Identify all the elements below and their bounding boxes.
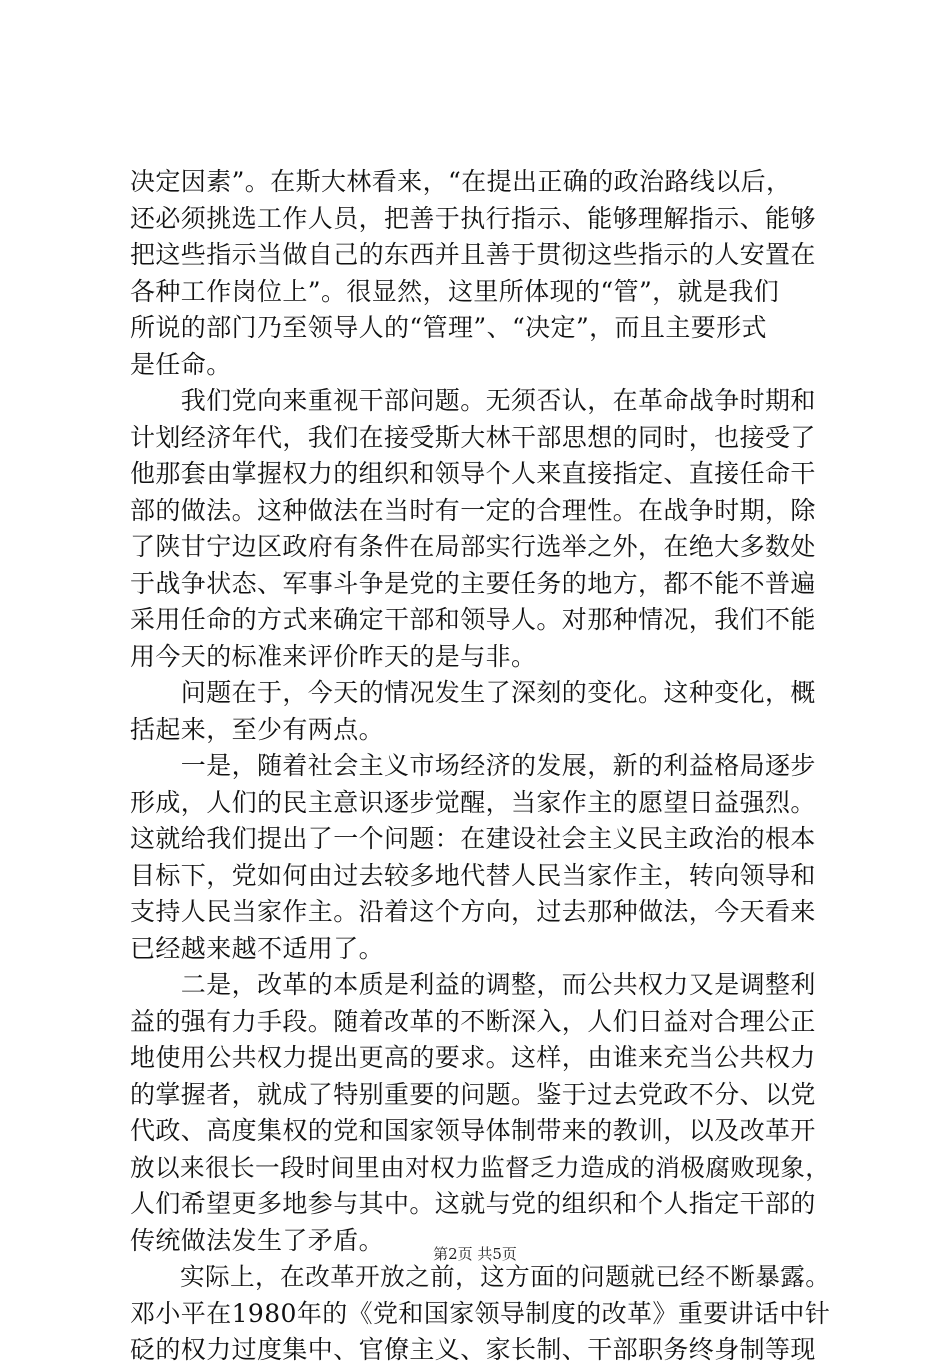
text-line: 计划经济年代，我们在接受斯大林干部思想的同时，也接受了 [130,422,816,452]
text-line: 他那套由掌握权力的组织和领导个人来直接指定、直接任命干 [130,459,816,488]
text-line: 所说的部门乃至领导人的“管理”、“决定”，而且主要形式 [130,313,767,342]
text-line: 形成，人们的民主意识逐步觉醒，当家作主的愿望日益强烈。 [130,787,816,817]
text-line: 还必须挑选工作人员，把善于执行指示、能够理解指示、能够 [130,203,816,233]
text-line: 支持人民当家作主。沿着这个方向，过去那种做法，今天看来 [130,897,816,926]
text-line: 已经越来越不适用了。 [130,933,385,963]
text-line: 的掌握者，就成了特别重要的问题。鉴于过去党政不分、以党 [130,1079,816,1109]
text-line: 于战争状态、军事斗争是党的主要任务的地方，都不能不普遍 [130,568,816,598]
text-line: 问题在于，今天的情况发生了深刻的变化。这种变化，概 [130,678,816,707]
text-line: 地使用公共权力提出更高的要求。这样，由谁来充当公共权力 [130,1043,816,1072]
text-line: 代政、高度集权的党和国家领导体制带来的教训，以及改革开 [130,1116,816,1145]
text-line: 括起来，至少有两点。 [130,714,385,744]
text-line: 传统做法发生了矛盾。 [130,1225,385,1255]
text-line: 放以来很长一段时间里由对权力监督乏力造成的消极腐败现象， [130,1152,831,1182]
text-line: 二是，改革的本质是利益的调整，而公共权力又是调整利 [130,970,816,999]
text-line: 益的强有力手段。随着改革的不断深入，人们日益对合理公正 [130,1006,816,1036]
text-line: 用今天的标准来评价昨天的是与非。 [130,641,537,671]
text-line: 我们党向来重视干部问题。无须否认，在革命战争时期和 [130,386,816,415]
text-line: 部的做法。这种做法在当时有一定的合理性。在战争时期，除 [130,495,816,525]
text-line: 是任命。 [130,349,232,379]
text-line: 采用任命的方式来确定干部和领导人。对那种情况，我们不能 [130,605,816,634]
text-line: 人们希望更多地参与其中。这就与党的组织和个人指定干部的 [130,1189,816,1218]
text-line: 各种工作岗位上”。很显然，这里所体现的“管”，就是我们 [130,276,780,306]
text-line: 实际上，在改革开放之前，这方面的问题就已经不断暴露。 [130,1262,831,1291]
text-line: 了陕甘宁边区政府有条件在局部实行选举之外，在绝大多数处 [130,532,816,561]
text-line: 砭的权力过度集中、官僚主义、家长制、干部职务终身制等现 [130,1335,816,1364]
text-line: 决定因素”。在斯大林看来，“在提出正确的政治路线以后， [130,167,792,196]
text-line: 这就给我们提出了一个问题：在建设社会主义民主政治的根本 [130,824,816,853]
text-line: 目标下，党如何由过去较多地代替人民当家作主，转向领导和 [130,860,816,890]
text-line: 一是，随着社会主义市场经济的发展，新的利益格局逐步 [130,751,816,780]
text-line: 邓小平在1980年的《党和国家领导制度的改革》重要讲话中针 [130,1298,831,1328]
page-number-footer: 第2页 共5页 [433,1245,517,1263]
text-line: 把这些指示当做自己的东西并且善于贯彻这些指示的人安置在 [130,240,816,269]
document-body [130,164,830,1369]
